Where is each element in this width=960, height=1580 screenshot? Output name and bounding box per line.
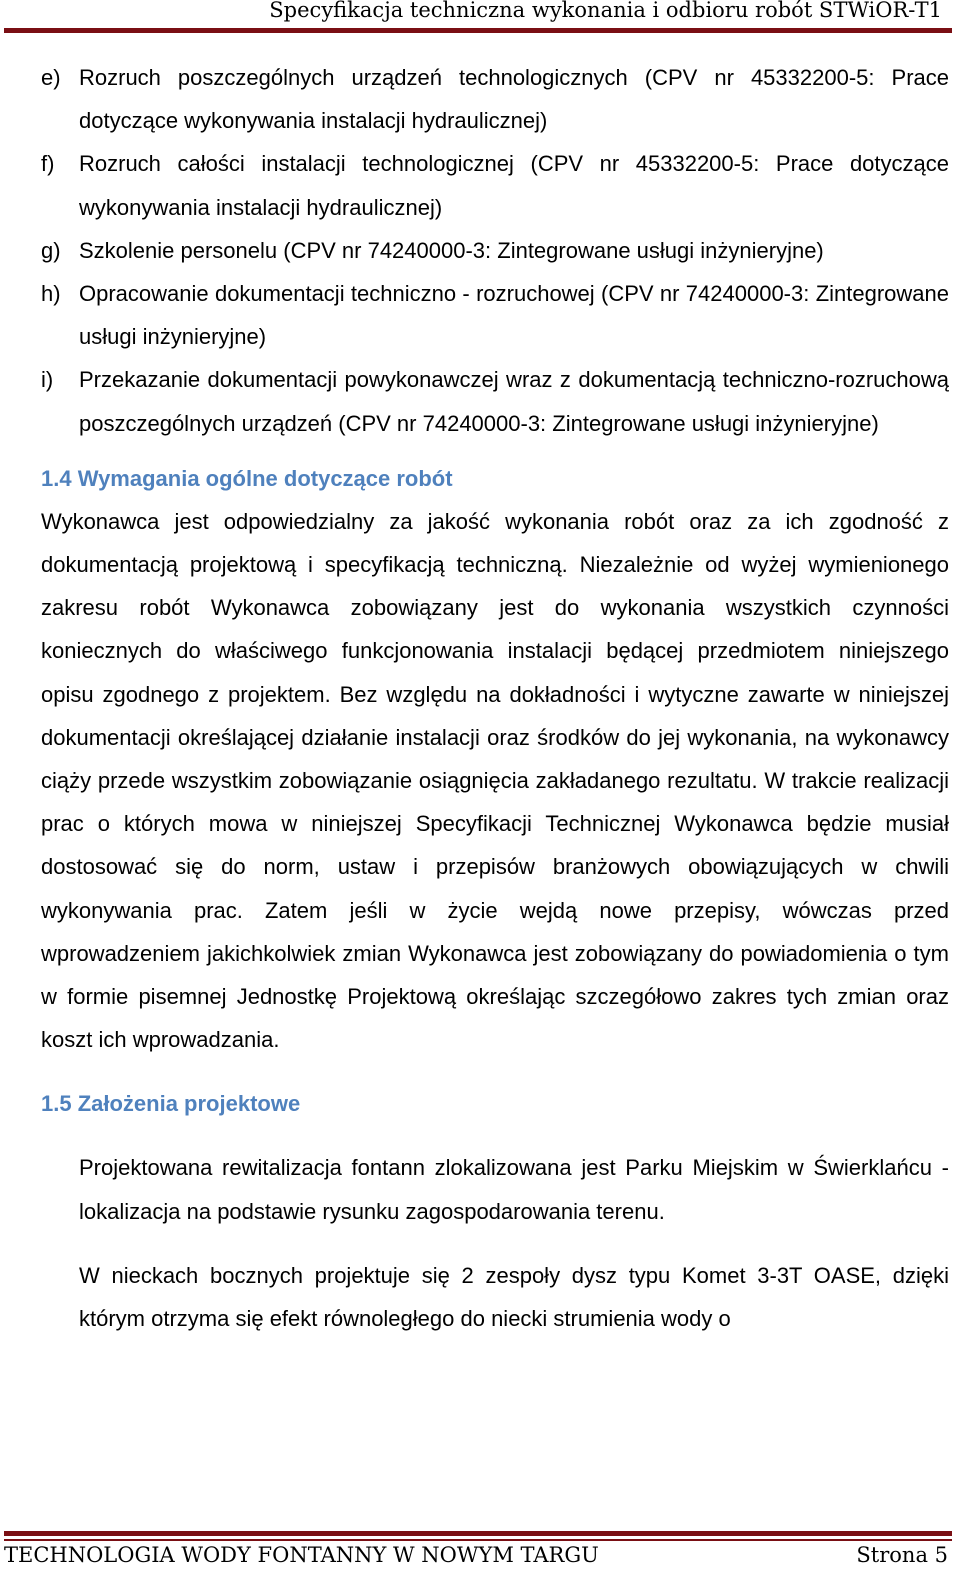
- list-item-text: Opracowanie dokumentacji techniczno - rozruchowej (CPV nr 74240000-3: Zintegrowane usługi inżynieryjne): [79, 281, 949, 350]
- page-number: Strona 5: [856, 1543, 948, 1567]
- header-rule: [4, 28, 952, 33]
- list-item: [41, 142, 949, 228]
- list-item: [41, 56, 949, 142]
- list-item-text: Przekazanie dokumentacji powykonawczej wraz z dokumentacją techniczno-rozruchową poszczególnych urządzeń (CPV nr 74240000-3: Zintegrowane usługi inżynieryjne): [79, 367, 949, 436]
- list-item: [41, 229, 949, 272]
- list-item-text: Rozruch całości instalacji technologicznej (CPV nr 45332200-5: Prace dotyczące wykonywania instalacji hydraulicznej): [79, 151, 949, 220]
- list-item-text: Szkolenie personelu (CPV nr 74240000-3: Zintegrowane usługi inżynieryjne): [79, 237, 824, 263]
- list-item: [41, 272, 949, 358]
- header-title: Specyfikacja techniczna wykonania i odbioru robót STWiOR-T1: [269, 0, 942, 22]
- paragraph: Projektowana rewitalizacja fontann zlokalizowana jest Parku Miejskim w Świerklańcu - lokalizacja na podstawie rysunku zagospodarowania terenu.: [79, 1155, 949, 1224]
- list-marker: f): [41, 151, 55, 177]
- list-marker: g): [41, 237, 61, 263]
- footer-rule-thin: [4, 1539, 952, 1541]
- list-item: [41, 358, 949, 444]
- section-heading: 1.5 Założenia projektowe: [41, 1091, 301, 1117]
- page-content: [41, 56, 949, 1340]
- list-marker: e): [41, 65, 61, 90]
- list-marker: h): [41, 281, 61, 307]
- list-item-text: Rozruch poszczególnych urządzeń technologicznych (CPV nr 45332200-5: Prace dotyczące wykonywania instalacji hydraulicznej): [79, 65, 949, 134]
- footer-title: TECHNOLOGIA WODY FONTANNY W NOWYM TARGU: [4, 1543, 599, 1567]
- paragraph: W nieckach bocznych projektuje się 2 zespoły dysz typu Komet 3-3T OASE, dzięki którym otrzyma się efekt równoległego do niecki strumienia wody o: [79, 1262, 949, 1332]
- list-marker: i): [41, 367, 54, 393]
- section-heading: 1.4 Wymagania ogólne dotyczące robót: [41, 465, 453, 491]
- footer-rule: [4, 1531, 952, 1536]
- section-body: Wykonawca jest odpowiedzialny za jakość wykonania robót oraz za ich zgodność z dokumentacją projektową i specyfikacją techniczną. Niezależnie od wyżej wymienionego zakresu robót Wykonawca zobowiązany jest do wykonania wszystkich czynności koniecznych do właściwego funkcjonowania instalacji będącej przedmiotem niniejszego opisu zgodnego z projektem. Bez względu na dokładności i wytyczne zawarte w niniejszej dokumentacji określającej działanie instalacji oraz środków do jej wykonania, na wykonawcy ciąży przede wszystkim zobowiązanie osiągnięcia zakładanego rezultatu. W trakcie realizacji prac o których mowa w niniejszej Specyfikacji Technicznej Wykonawca będzie musiał dostosować się do norm, ustaw i przepisów branżowych obowiązujących w chwili wykonywania prac. Zatem jeśli w życie wejdą nowe przepisy, wówczas przed wprowadzeniem jakichkolwiek zmian Wykonawca jest zobowiązany do powiadomienia o tym w formie pisemnej Jednostkę Projektową określając szczegółowo zakres tych zmian oraz koszt ich wprowadzania.: [41, 508, 949, 1053]
- page-header: [0, 0, 960, 36]
